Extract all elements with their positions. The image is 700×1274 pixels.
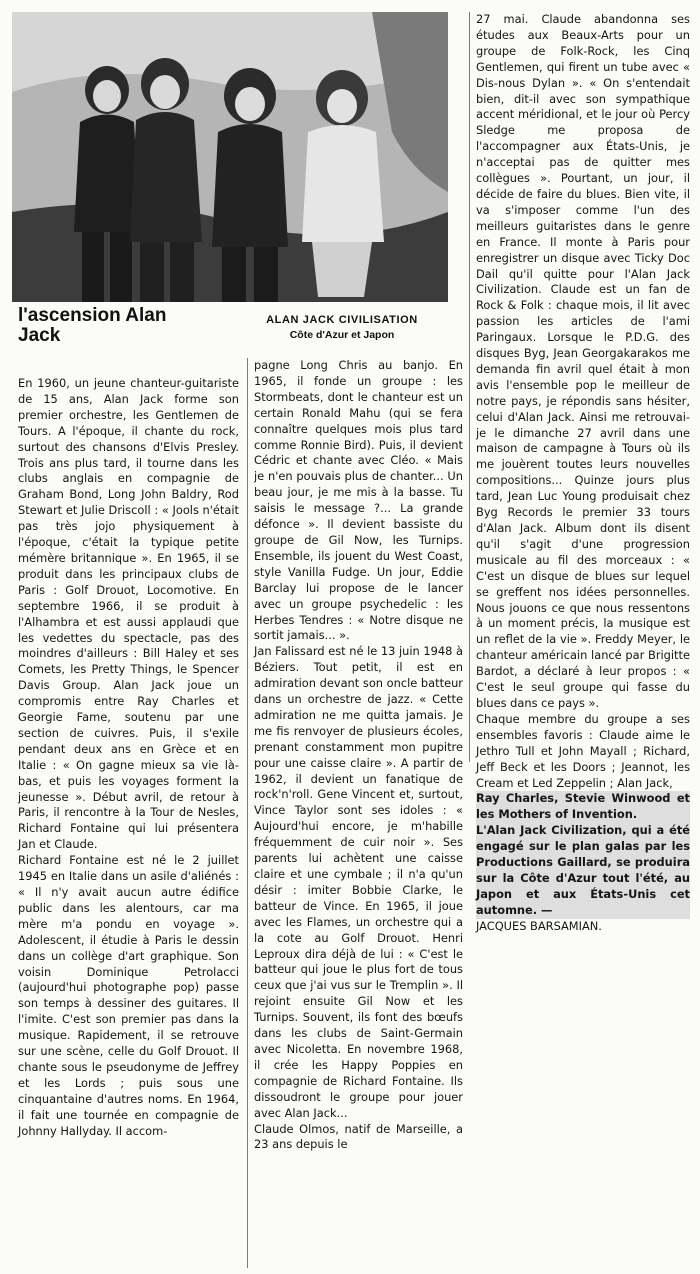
article-column-1 — [18, 376, 239, 1272]
band-photo-figures — [12, 12, 448, 302]
column-1-text: En 1960, un jeune chanteur-guitariste de 15 ans, Alan Jack forme son premier orchestre, les Gentlemen de Tours. A l'époque, il chante du rock, surtout des chansons d'Elvis Presley. Trois ans plus tard, il tourne dans les clubs anglais en compagnie de Graham Bond, Long John Baldry, Rod Stewart et Julie Driscoll : « Jools n'était pas très jojo physiquement à l'époque, c'était la typique petite mémère britannique ». En 1965, il se produit dans les principaux clubs de Paris : Golf Drouot, Locomotive. En septembre 1966, il se produit à l'Alhambra et est aussi applaudi que les vedettes du spectacle, pas des moindres d'ailleurs : Bill Haley et ses Comets, les Pretty Things, le Spencer Davis Group. Alan Jack joue un compromis entre Ray Charles et Georgie Fame, soutenu par une section de cuivres. Puis, il s'exile pendant deux ans en Grèce et en Italie : « On gagne mieux sa vie là-bas, et puis les voyages forment la jeunesse ». Début avril, de retour à Paris, il rencontre à la Tour de Nesles, Richard Fontaine qui lui présentera Jan et Claude. Richard Fontaine est né le 2 juillet 1945 en Italie dans un asile d'aliénés : « Il n'y avait aucun autre édifice public dans les alentours, car ma mère m'a pondu en voyage ». Adolescent, il étudie à Paris le dessin dans un collège d'art graphique. Son voisin Dominique Petrolacci (aujourd'hui photographe pop) passe son temps à dessiner des guitares. Il l'imite. C'est son premier pas dans la musique. Rapidement, il se retrouve sur une scène, celle du Golf Drouot. Il chante sous le pseudonyme de Jeffrey et les Lords ; puis sous une cinquantaine d'autres noms. En 1964, il fait une tournée en compagnie de Johnny Hallyday. Il accom- — [18, 376, 239, 1138]
band-photo — [12, 12, 448, 302]
article-author: JACQUES BARSAMIAN. — [476, 918, 602, 933]
caption-title: ALAN JACK CIVILISATION — [266, 314, 418, 326]
column-2-text: pagne Long Chris au banjo. En 1965, il fonde un groupe : les Stormbeats, dont le chanteur est un certain Ronald Mahu (qui se fera connaître quelques mois plus tard comme Ronnie Bird). Puis, il devient Cédric et chante avec Cléo. « Mais je n'en pouvais plus de chanter... Un beau jour, je me mis à la basse. Tu saisis le message ?... La grande défonce ». Il devient bassiste du groupe de Gil Now, les Turnips. Ensemble, ils jouent du West Coast, style Vanilla Fudge. Un jour, Eddie Barclay lui propose de le lancer avec un groupe psychedelic : les Herbes Tendres : « Notre disque ne sortit jamais... ». Jan Falissard est né le 13 juin 1948 à Béziers. Tout petit, il est en admiration devant son oncle batteur dans un orchestre de jazz. « Cette admiration ne me quitta jamais. Je me fis renvoyer de plusieurs écoles, prenant constamment mon pupitre pour une caisse claire ». A partir de 1962, il devient un fanatique de rock'n'roll. Gene Vincent et, surtout, Vince Taylor sont ses idoles : « Aujourd'hui encore, je m'habille fréquemment de cuir noir ». Ses parents lui achètent une caisse claire et une cymbale ; il n'a qu'un désir : imiter Bobbie Clarke, le batteur de Vince. En 1965, il joue avec les Flames, un orchestre qui a la cote au Golf Drouot. Henri Leproux dira déjà de lui : « C'est le batteur qui joue le plus fort de tous ceux que j'ai vus sur le Tremplin ». Il rejoint ensuite Gil Now et les Turnips. Souvent, ils font des bœufs dans les clubs de Saint-Germain avec Nicoletta. En novembre 1968, il crée les Happy Poppies en compagnie de Richard Fontaine. Ils dissoudront le groupe pour jouer avec Alan Jack... Claude Olmos, natif de Marseille, a 23 ans depuis le — [254, 358, 463, 1152]
column-3-text: 27 mai. Claude abandonna ses études aux Beaux-Arts pour un groupe de Folk-Rock, les Cinq Gentlemen, qui firent un tube avec « Dis-nous Dylan ». « On s'entendait bien, dit-il avec son sympathique accent méridional, et le jour où Percy Sledge me proposa de l'accompagner aux États-Unis, je n'acceptai pas de quitter mes collègues ». Pourtant, un jour, il décide de faire du blues. Bien vite, il va s'imposer comme l'un des meilleurs guitaristes dans le genre en France. Il monte à Paris pour enregistrer un disque avec Ticky Doc Dail qu'il quitte pour l'Alan Jack Civilization. Claude est un fan de Rock & Folk : chaque mois, il lit avec passion les articles de l'ami Paringaux. Lorsque le P.D.G. des disques Byg, Jean Georgakarakos me demanda fin avril quel était à mon avis l'ensemble pop le meilleur de notre pays, je répondis sans hésiter, celui d'Alan Jack. Ainsi me retrouvai-je le dimanche 27 avril dans une maison de campagne à Tours où ils me jouèrent toutes leurs nouvelles compositions... Quinze jours plus tard, Jean Luc Young produisait chez Byg Records le premier 33 tours d'Alan Jack. Album dont ils disent qu'il s'agit d'une progression musicale au fil des morceaux : « C'est un disque de blues sur lequel se greffent nos idées personnelles. Nous jouons ce que nous ressentons à un moment précis, la musique est un reflet de la vie ». Freddy Meyer, le chanteur américain lancé par Brigitte Bardot, a déclaré à leur propos : « C'est le seul groupe qui fasse du blues dans ce pays ». Chaque membre du groupe a ses ensembles favoris : Claude aime le Jethro Tull et John Mayall ; Richard, Jeff Beck et les Doors ; Jeannot, les Cream et Led Zeppelin ; Alan Jack, — [476, 12, 690, 790]
column-divider — [469, 12, 470, 762]
column-3-highlight: Ray Charles, Stevie Winwood et les Mothers of Invention. L'Alan Jack Civilization, qui a été engagé sur le plan galas par les Productions Gaillard, se produira sur la Côte d'Azur tout l'été, au Japon et aux États-Unis cet automne. — — [476, 791, 690, 917]
article-headline: l'ascension Alan Jack — [18, 305, 167, 346]
photo-caption — [244, 314, 440, 341]
caption-subtitle: Côte d'Azur et Japon — [289, 329, 395, 341]
column-divider — [247, 358, 248, 1268]
article-column-3 — [476, 12, 690, 933]
article-column-2 — [254, 358, 463, 1272]
